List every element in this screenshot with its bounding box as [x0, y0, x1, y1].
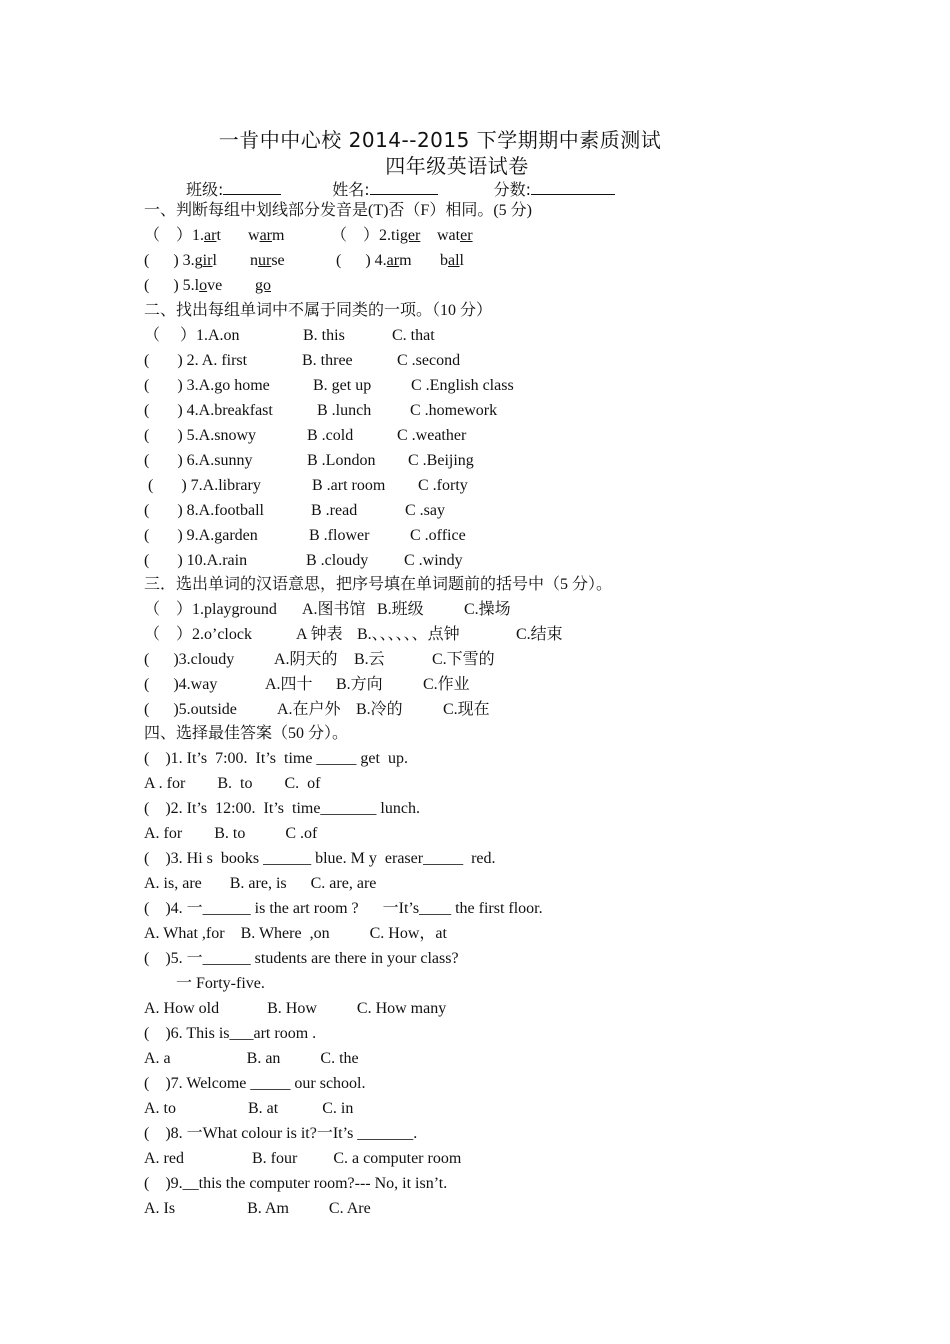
section3-q1-col2: A.图书馆: [302, 601, 366, 618]
section2-q7-col1: ( ) 7.A.library: [144, 477, 261, 494]
section4-line-11: A. How old B. How C. How many: [144, 1000, 447, 1017]
section3-q4-col2: A.四十: [265, 676, 313, 693]
section2-q6-col2: B .London: [307, 452, 376, 469]
section2-q1-col3: C. that: [392, 327, 435, 344]
section4-line-13: A. a B. an C. the: [144, 1050, 359, 1067]
section3-q4-col1: ( )4.way: [144, 676, 218, 693]
phonics-word-warm: warm: [248, 227, 285, 244]
section3-q1-col4: C.操场: [464, 601, 511, 618]
phonics-word-nurse: nurse: [250, 252, 285, 269]
section4-line-12: ( )6. This is___art room .: [144, 1025, 317, 1042]
class-label: 班级:: [186, 180, 224, 199]
phonics-question-4: ( ) 4.arm: [336, 252, 412, 269]
section4-line-6: A. is, are B. are, is C. are, are: [144, 875, 377, 892]
section2-q9-col2: B .flower: [309, 527, 370, 544]
section3-q2-col2: A 钟表: [296, 626, 343, 643]
phonics-word-go: go: [255, 277, 271, 294]
section3-q5-col4: C.现在: [443, 701, 490, 718]
class-blank: [223, 180, 281, 195]
section3-q3-col2: A.阴天的: [274, 651, 338, 668]
section4-line-14: ( )7. Welcome _____ our school.: [144, 1075, 366, 1092]
phonics-question-1: （ ）1.art: [144, 227, 221, 244]
section4-line-3: ( )2. It’s 12:00. It’s time_______ lunch.: [144, 800, 420, 817]
section2-q6-col1: ( ) 6.A.sunny: [144, 452, 253, 469]
phonics-question-2: （ ）2.tiger: [331, 227, 421, 244]
section4-line-9: ( )5. 一______ students are there in your class?: [144, 950, 459, 967]
section4-line-18: ( )9.__this the computer room?--- No, it isn’t.: [144, 1175, 448, 1192]
section2-q8-col3: C .say: [405, 502, 445, 519]
section2-q7-col3: C .forty: [418, 477, 468, 494]
exam-title-line2: 四年级英语试卷: [385, 154, 529, 178]
name-label: 姓名:: [332, 180, 370, 199]
phonics-question-3: ( ) 3.girl: [144, 252, 217, 269]
section2-q6-col3: C .Beijing: [408, 452, 474, 469]
section3-q2-col1: （ ）2.o’clock: [144, 626, 252, 643]
score-blank: [531, 180, 615, 195]
section2-q8-col2: B .read: [311, 502, 358, 519]
section2-q2-col2: B. three: [302, 352, 353, 369]
section2-q7-col2: B .art room: [312, 477, 386, 494]
section2-q10-col1: ( ) 10.A.rain: [144, 552, 248, 569]
section2-q9-col3: C .office: [410, 527, 466, 544]
section2-q3-col3: C .English class: [411, 377, 514, 394]
exam-title-line1: 一肯中中心校 2014--2015 下学期期中素质测试: [218, 128, 662, 152]
section3-q1-col3: B.班级: [377, 601, 424, 618]
section2-q10-col3: C .windy: [404, 552, 463, 569]
section3-q2-col4: C.结束: [516, 626, 563, 643]
section4-line-5: ( )3. Hi s books ______ blue. M y eraser_____ red.: [144, 850, 496, 867]
section3-heading: 三．选出单词的汉语意思，把序号填在单词题前的括号中（5 分）。: [144, 576, 613, 593]
section2-q3-col1: ( ) 3.A.go home: [144, 377, 270, 394]
section2-q2-col1: ( ) 2. A. first: [144, 352, 248, 369]
section4-line-15: A. to B. at C. in: [144, 1100, 354, 1117]
section4-line-4: A. for B. to C .of: [144, 825, 318, 842]
section3-q3-col4: C.下雪的: [432, 651, 495, 668]
section4-line-17: A. red B. four C. a computer room: [144, 1150, 462, 1167]
section2-q4-col3: C .homework: [410, 402, 498, 419]
phonics-word-water: water: [437, 227, 473, 244]
section3-q3-col1: ( )3.cloudy: [144, 651, 235, 668]
section3-q5-col3: B.冷的: [356, 701, 403, 718]
section4-line-2: A . for B. to C. of: [144, 775, 321, 792]
phonics-word-ball: ball: [440, 252, 464, 269]
section2-q1-col1: （ ）1.A.on: [144, 327, 240, 344]
score-label: 分数:: [493, 180, 532, 199]
student-info-row: [186, 177, 615, 200]
section3-q5-col2: A.在户外: [277, 701, 341, 718]
section3-q5-col1: ( )5.outside: [144, 701, 237, 718]
section1-heading: 一、判断每组中划线部分发音是(T)否（F）相同。(5 分): [144, 202, 532, 219]
section2-q4-col1: ( ) 4.A.breakfast: [144, 402, 273, 419]
section3-q4-col3: B.方向: [336, 676, 383, 693]
section2-q4-col2: B .lunch: [317, 402, 372, 419]
section4-heading: 四、选择最佳答案（50 分）。: [144, 725, 349, 742]
section4-line-10: 一 Forty-five.: [144, 975, 265, 992]
section2-q10-col2: B .cloudy: [306, 552, 369, 569]
section2-heading: 二、找出每组单词中不属于同类的一项。（10 分）: [144, 302, 493, 319]
phonics-question-5: ( ) 5.love: [144, 277, 223, 294]
section3-q4-col4: C.作业: [423, 676, 470, 693]
section4-line-19: A. Is B. Am C. Are: [144, 1200, 371, 1217]
section3-q1-col1: （ ）1.playground: [144, 601, 277, 618]
section2-q5-col3: C .weather: [397, 427, 467, 444]
section3-q2-col3: B.、、、、、、点钟: [357, 626, 460, 643]
section2-q3-col2: B. get up: [313, 377, 372, 394]
section4-line-8: A. What ,for B. Where ,on C. How，at: [144, 925, 447, 942]
section2-q9-col1: ( ) 9.A.garden: [144, 527, 258, 544]
section2-q8-col1: ( ) 8.A.football: [144, 502, 264, 519]
section2-q5-col1: ( ) 5.A.snowy: [144, 427, 256, 444]
section2-q5-col2: B .cold: [307, 427, 354, 444]
section2-q2-col3: C .second: [397, 352, 461, 369]
section4-line-16: ( )8. 一What colour is it?一It’s _______.: [144, 1125, 418, 1142]
section4-line-1: ( )1. It’s 7:00. It’s time _____ get up.: [144, 750, 408, 767]
section3-q3-col3: B.云: [354, 651, 385, 668]
name-blank: [370, 180, 438, 195]
section4-line-7: ( )4. 一______ is the art room ? 一It’s____ the first floor.: [144, 900, 543, 917]
section2-q1-col2: B. this: [303, 327, 345, 344]
